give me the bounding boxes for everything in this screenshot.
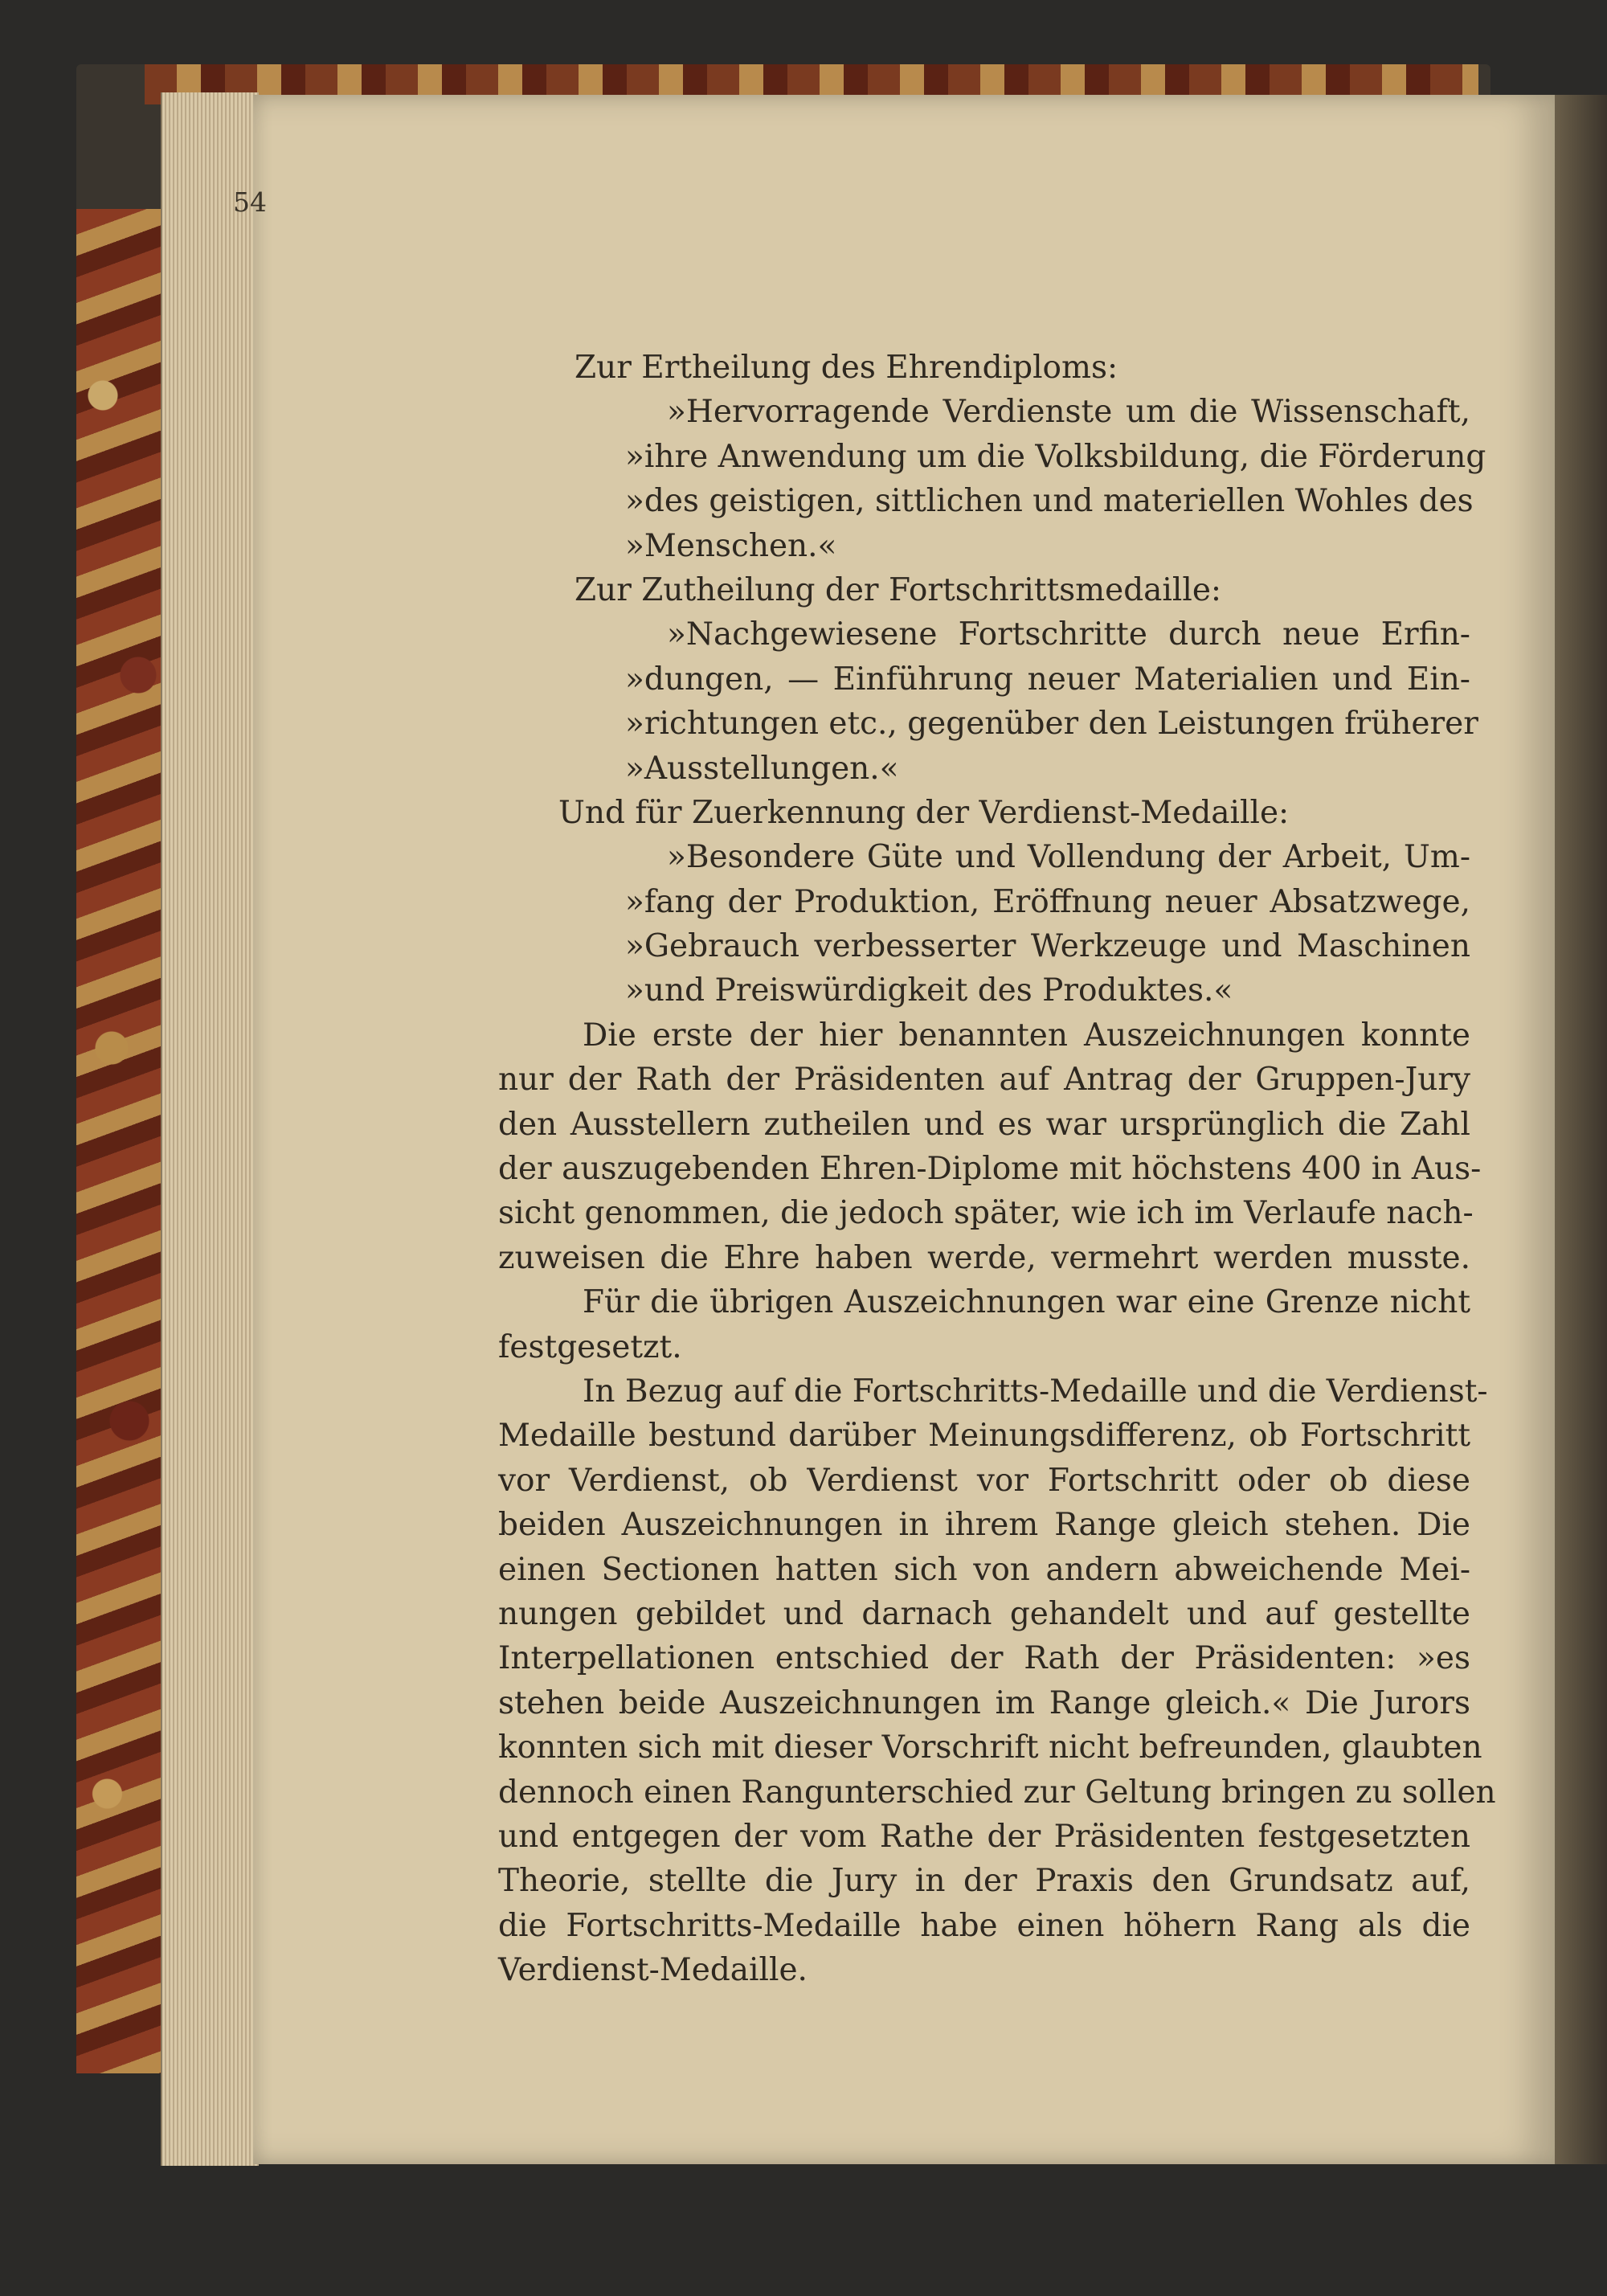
text-line: »des geistigen, sittlichen und materiellen Wohles des [625,483,1474,520]
text-line: die Fortschritts-Medaille habe einen höhern Rang als die [498,1907,1470,1944]
text-line: Verdienst-Medaille. [498,1952,808,1989]
page-edges [161,92,259,2166]
text-line: und entgegen der vom Rathe der Präsidenten festgesetzten [498,1818,1470,1855]
text-line: Für die übrigen Auszeichnungen war eine Grenze nicht [583,1284,1470,1321]
text-line: »Nachgewiesene Fortschritte durch neue Erfin- [667,616,1470,653]
text-line: »ihre Anwendung um die Volksbildung, die Förderung [625,438,1486,475]
text-line: konnten sich mit dieser Vorschrift nicht befreunden, glaubten [498,1729,1482,1766]
page-number: 54 [233,186,267,218]
text-line: »fang der Produktion, Eröffnung neuer Absatzwege, [625,883,1470,920]
text-line: Theorie, stellte die Jury in der Praxis den Grundsatz auf, [498,1863,1470,1900]
text-line: vor Verdienst, ob Verdienst vor Fortschritt oder ob diese [498,1462,1470,1499]
text-line: In Bezug auf die Fortschritts-Medaille und die Verdienst- [583,1373,1488,1410]
text-line: Zur Zutheilung der Fortschrittsmedaille: [575,571,1222,608]
text-line: Medaille bestund darüber Meinungsdifferenz, ob Fortschritt [498,1418,1470,1455]
text-line: dennoch einen Rangunterschied zur Geltung bringen zu sollen [498,1774,1496,1811]
text-line: »und Preiswürdigkeit des Produktes.« [625,972,1233,1009]
text-line: Zur Ertheilung des Ehrendiploms: [575,350,1118,386]
text-line: sicht genommen, die jedoch später, wie ich im Verlaufe nach- [498,1195,1474,1232]
text-line: »richtungen etc., gegenüber den Leistungen früherer [625,706,1478,743]
text-line: Und für Zuerkennung der Verdienst-Medaille: [558,794,1290,831]
text-line: »Besondere Güte und Vollendung der Arbeit, Um- [667,839,1470,876]
text-line: »Menschen.« [625,527,837,564]
text-line: »Hervorragende Verdienste um die Wissenschaft, [667,394,1470,431]
text-line: den Ausstellern zutheilen und es war ursprünglich die Zahl [498,1106,1470,1143]
text-line: »dungen, — Einführung neuer Materialien und Ein- [625,661,1470,698]
text-line: Die erste der hier benannten Auszeichnungen konnte [583,1017,1470,1054]
text-line: nungen gebildet und darnach gehandelt und auf gestellte [498,1595,1470,1632]
text-line: Interpellationen entschied der Rath der Präsidenten: »es [498,1640,1470,1677]
text-line: der auszugebenden Ehren-Diplome mit höchstens 400 in Aus- [498,1151,1482,1188]
text-line: festgesetzt. [498,1328,682,1365]
text-line: »Gebrauch verbesserter Werkzeuge und Maschinen [625,928,1470,965]
cover-spine-marbling [76,209,165,2073]
text-line: stehen beide Auszeichnungen im Range gleich.« Die Jurors [498,1684,1470,1721]
text-line: beiden Auszeichnungen in ihrem Range gleich stehen. Die [498,1507,1470,1544]
text-line: einen Sectionen hatten sich von andern abweichende Mei- [498,1551,1470,1588]
text-line: nur der Rath der Präsidenten auf Antrag der Gruppen-Jury [498,1062,1470,1099]
text-line: zuweisen die Ehre haben werde, vermehrt werden musste. [498,1239,1470,1276]
page-text [498,346,1496,1992]
right-page-edge [1555,95,1607,2164]
text-line: »Ausstellungen.« [625,750,899,787]
